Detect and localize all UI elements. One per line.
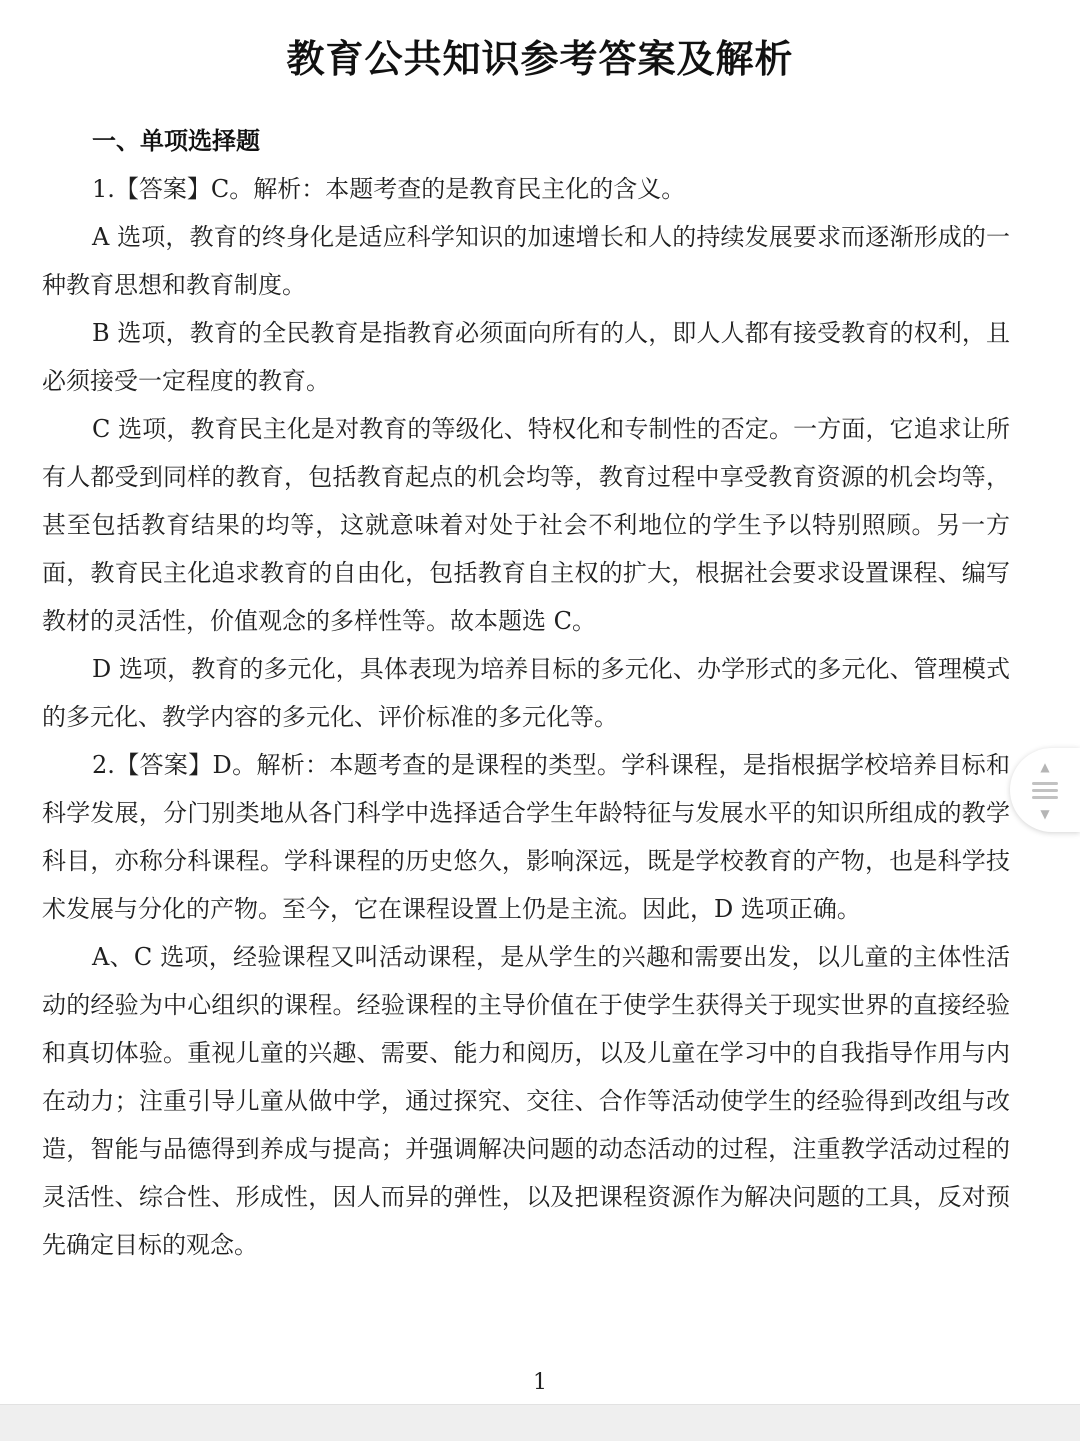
page-separator bbox=[0, 1404, 1080, 1441]
chevron-down-icon: ▼ bbox=[1040, 806, 1050, 821]
chevron-up-icon: ▲ bbox=[1040, 759, 1050, 774]
scroll-handle-icon bbox=[1032, 778, 1058, 803]
page-number: 1 bbox=[533, 1370, 547, 1395]
section-heading: 一、单项选择题 bbox=[92, 127, 260, 155]
answer-2-option-ac: A、C 选项，经验课程又叫活动课程，是从学生的兴趣和需要出发，以儿童的主体性活动的经验为中心组织的课程。经验课程的主导价值在于使学生获得关于现实世界的直接经验和真切体验。重视儿童的兴趣、需要、能力和阅历，以及儿童在学习中的自我指导作用与内在动力；注重引导儿童从做中学，通过探究、交往、合作等活动使学生的经验得到改组与改造，智能与品德得到养成与提高；并强调解决问题的动态活动的过程，注重教学活动过程的灵活性、综合性、形成性，因人而异的弹性，以及把课程资源作为解决问题的工具，反对预先确定目标的观念。 bbox=[42, 943, 1010, 1259]
answer-1-header: 1.【答案】C。解析：本题考查的是教育民主化的含义。 bbox=[92, 175, 686, 203]
answer-1-option-b: B 选项，教育的全民教育是指教育必须面向所有的人，即人人都有接受教育的权利，且必须接受一定程度的教育。 bbox=[42, 319, 1010, 395]
document-title: 教育公共知识参考答案及解析 bbox=[286, 37, 794, 81]
answer-1-option-d: D 选项，教育的多元化，具体表现为培养目标的多元化、办学形式的多元化、管理模式的多元化、教学内容的多元化、评价标准的多元化等。 bbox=[42, 655, 1010, 731]
answer-1-option-c: C 选项，教育民主化是对教育的等级化、特权化和专制性的否定。一方面，它追求让所有人都受到同样的教育，包括教育起点的机会均等，教育过程中享受教育资源的机会均等，甚至包括教育结果的均等，这就意味着对处于社会不利地位的学生予以特别照顾。另一方面，教育民主化追求教育的自由化，包括教育自主权的扩大，根据社会要求设置课程、编写教材的灵活性，价值观念的多样性等。故本题选 C。 bbox=[42, 415, 1010, 635]
document-body bbox=[42, 117, 1010, 1269]
answer-1-option-a: A 选项，教育的终身化是适应科学知识的加速增长和人的持续发展要求而逐渐形成的一种教育思想和教育制度。 bbox=[42, 223, 1010, 299]
answer-2-header: 2.【答案】D。解析：本题考查的是课程的类型。学科课程，是指根据学校培养目标和科学发展，分门别类地从各门科学中选择适合学生年龄特征与发展水平的知识所组成的教学科目，亦称分科课程。学科课程的历史悠久，影响深远，既是学校教育的产物，也是科学技术发展与分化的产物。至今，它在课程设置上仍是主流。因此，D 选项正确。 bbox=[42, 751, 1010, 923]
